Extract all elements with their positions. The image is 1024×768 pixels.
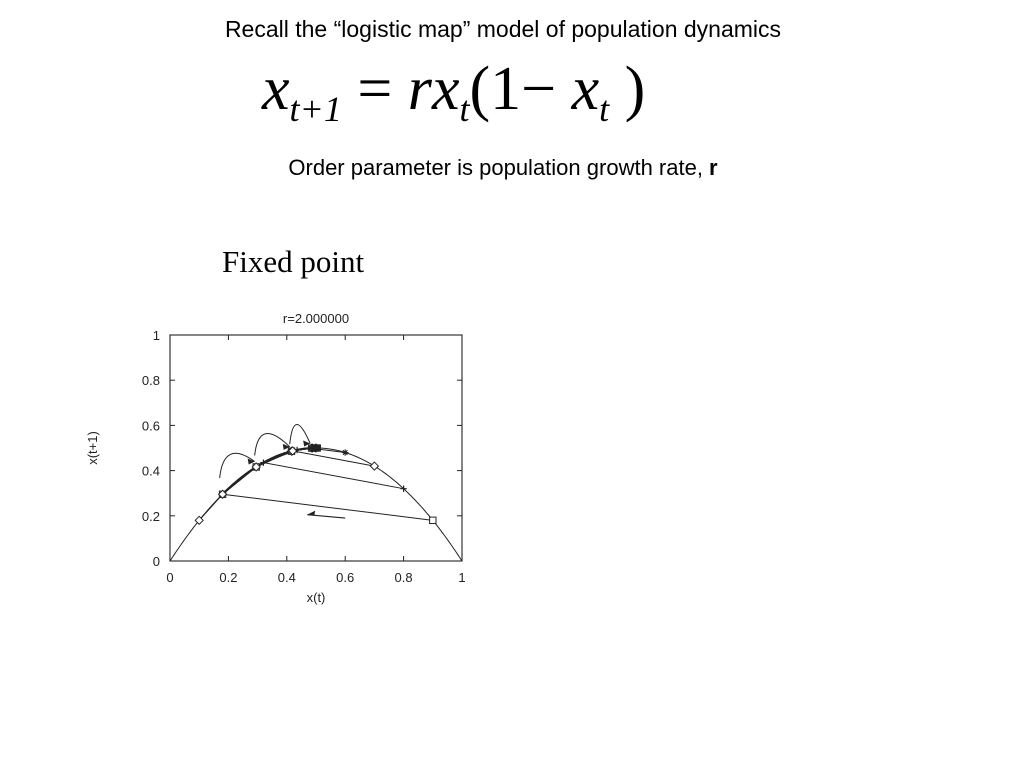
eq-x2: x xyxy=(571,55,600,123)
eq-coef: r xyxy=(407,55,432,123)
x-tick-label: 1 xyxy=(458,570,466,585)
x-axis-label: x(t) xyxy=(306,590,326,605)
eq-x-sub: t xyxy=(459,89,470,129)
eq-paren-close: ) xyxy=(624,55,646,123)
y-tick-label: 0 xyxy=(152,554,160,569)
data-point xyxy=(370,462,378,470)
eq-x2-sub: t xyxy=(599,89,610,129)
eq-lhs-var: x xyxy=(262,55,290,123)
order-parameter-text xyxy=(0,155,1006,181)
series-path xyxy=(199,448,312,520)
convergence-arrow xyxy=(220,453,255,478)
order-param-r: r xyxy=(709,155,718,180)
y-tick-label: 0.6 xyxy=(141,418,160,434)
data-point xyxy=(342,449,348,455)
x-tick-label: 0 xyxy=(166,570,174,585)
convergence-arrow xyxy=(290,424,310,444)
y-tick-label: 0.2 xyxy=(141,508,160,524)
eq-equals: = xyxy=(357,55,393,123)
fixed-point-marker xyxy=(311,445,321,452)
y-tick-label: 0.8 xyxy=(141,373,160,389)
y-tick-label: 1 xyxy=(152,328,160,343)
y-tick-label: 0.4 xyxy=(141,463,160,479)
logistic-map-chart xyxy=(76,305,496,615)
eq-paren-open: (1 xyxy=(469,55,522,123)
eq-x: x xyxy=(431,55,460,123)
x-tick-label: 0.4 xyxy=(277,570,296,585)
chart-title: r=2.000000 xyxy=(282,311,350,326)
converging-curve-segment xyxy=(223,448,316,494)
order-text: Order parameter is population growth rate, xyxy=(288,155,710,180)
logistic-map-equation xyxy=(262,55,762,138)
eq-minus: − xyxy=(521,55,557,123)
y-axis-label: x(t+1) xyxy=(85,431,100,465)
data-point xyxy=(430,517,436,523)
x-tick-label: 0.2 xyxy=(219,570,238,585)
eq-lhs-sub: t+1 xyxy=(289,89,342,129)
x-tick-label: 0.6 xyxy=(336,570,355,585)
series-path xyxy=(223,448,433,520)
fixed-point-heading: Fixed point xyxy=(222,244,365,279)
slide-title: Recall the “logistic map” model of population dynamics xyxy=(224,16,782,42)
x-tick-label: 0.8 xyxy=(394,570,413,585)
